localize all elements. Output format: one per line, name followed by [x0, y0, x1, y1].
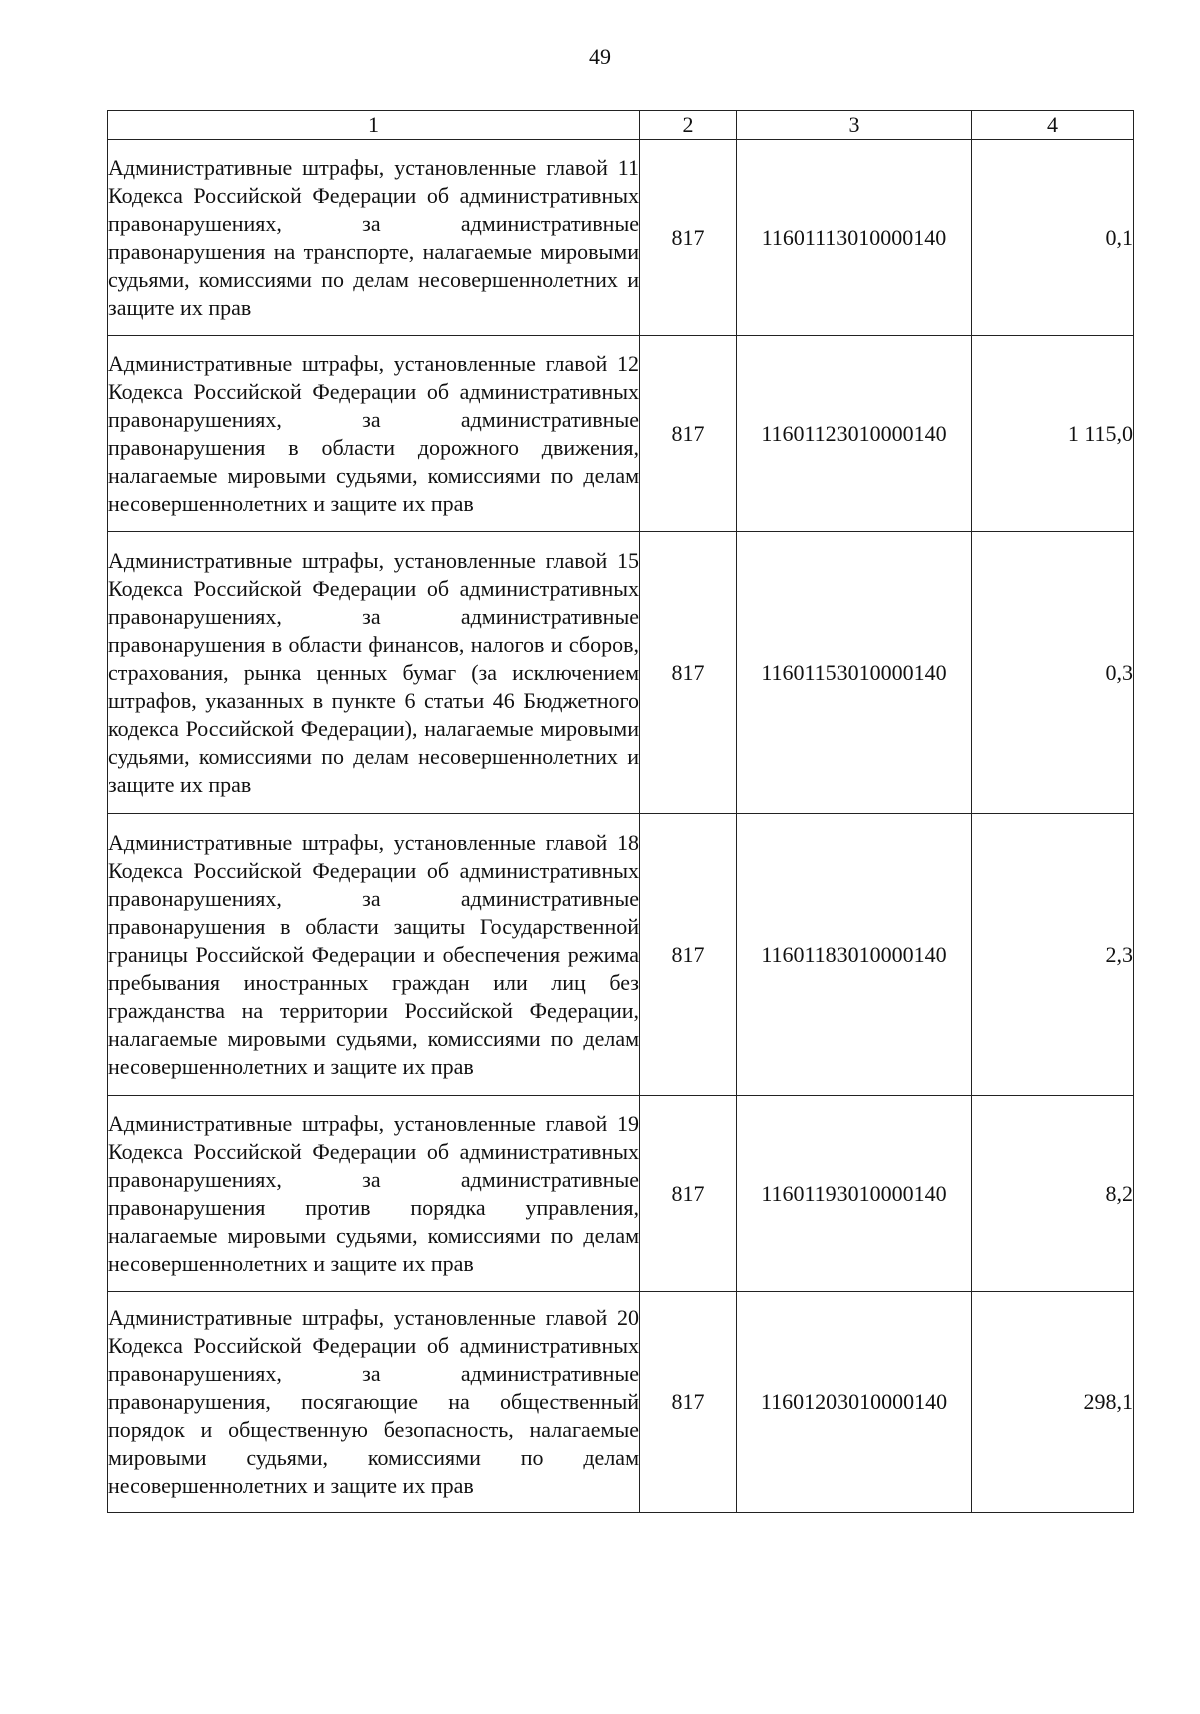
row-description: Административные штрафы, установленные главой 15 Кодекса Российской Федерации об административных правонарушениях, за административные правонарушения в области финансов, налогов и сборов, страхования, рынка ценных бумаг (за исключением штрафов, указанных в пункте 6 статьи 46 Бюджетного кодекса Российской Федерации), налагаемые мировыми судьями, комиссиями по делам несовершеннолетних и защите их прав: [108, 532, 640, 814]
row-admin-code: 817: [640, 814, 737, 1096]
table-row: [108, 532, 1134, 814]
row-amount: 298,1: [972, 1292, 1134, 1513]
column-header-4: 4: [972, 111, 1134, 140]
table-header-row: [108, 111, 1134, 140]
table-row: [108, 1096, 1134, 1292]
row-description: Административные штрафы, установленные главой 12 Кодекса Российской Федерации об административных правонарушениях, за административные правонарушения в области дорожного движения, налагаемые мировыми судьями, комиссиями по делам несовершеннолетних и защите их прав: [108, 336, 640, 532]
column-header-1: 1: [108, 111, 640, 140]
row-admin-code: 817: [640, 532, 737, 814]
row-kbk-code: 11601153010000140: [737, 532, 972, 814]
table-row: [108, 336, 1134, 532]
table-row: [108, 140, 1134, 336]
row-amount: 0,3: [972, 532, 1134, 814]
row-amount: 8,2: [972, 1096, 1134, 1292]
row-kbk-code: 11601203010000140: [737, 1292, 972, 1513]
row-kbk-code: 11601193010000140: [737, 1096, 972, 1292]
row-description: Административные штрафы, установленные главой 20 Кодекса Российской Федерации об административных правонарушениях, за административные правонарушения, посягающие на общественный порядок и общественную безопасность, налагаемые мировыми судьями, комиссиями по делам несовершеннолетних и защите их прав: [108, 1292, 640, 1513]
row-admin-code: 817: [640, 1096, 737, 1292]
row-amount: 1 115,0: [972, 336, 1134, 532]
row-admin-code: 817: [640, 140, 737, 336]
row-admin-code: 817: [640, 1292, 737, 1513]
row-description: Административные штрафы, установленные главой 18 Кодекса Российской Федерации об административных правонарушениях, за административные правонарушения в области защиты Государственной границы Российской Федерации и обеспечения режима пребывания иностранных граждан или лиц без гражданства на территории Российской Федерации, налагаемые мировыми судьями, комиссиями по делам несовершеннолетних и защите их прав: [108, 814, 640, 1096]
row-kbk-code: 11601183010000140: [737, 814, 972, 1096]
row-kbk-code: 11601123010000140: [737, 336, 972, 532]
column-header-2: 2: [640, 111, 737, 140]
page-number: 49: [589, 44, 611, 69]
row-description: Административные штрафы, установленные главой 11 Кодекса Российской Федерации об административных правонарушениях, за административные правонарушения на транспорте, налагаемые мировыми судьями, комиссиями по делам несовершеннолетних и защите их прав: [108, 140, 640, 336]
row-kbk-code: 11601113010000140: [737, 140, 972, 336]
table-row: [108, 814, 1134, 1096]
row-description: Административные штрафы, установленные главой 19 Кодекса Российской Федерации об административных правонарушениях, за административные правонарушения против порядка управления, налагаемые мировыми судьями, комиссиями по делам несовершеннолетних и защите их прав: [108, 1096, 640, 1292]
row-amount: 2,3: [972, 814, 1134, 1096]
budget-table: [107, 110, 1134, 1513]
row-amount: 0,1: [972, 140, 1134, 336]
row-admin-code: 817: [640, 336, 737, 532]
column-header-3: 3: [737, 111, 972, 140]
table-row: [108, 1292, 1134, 1513]
